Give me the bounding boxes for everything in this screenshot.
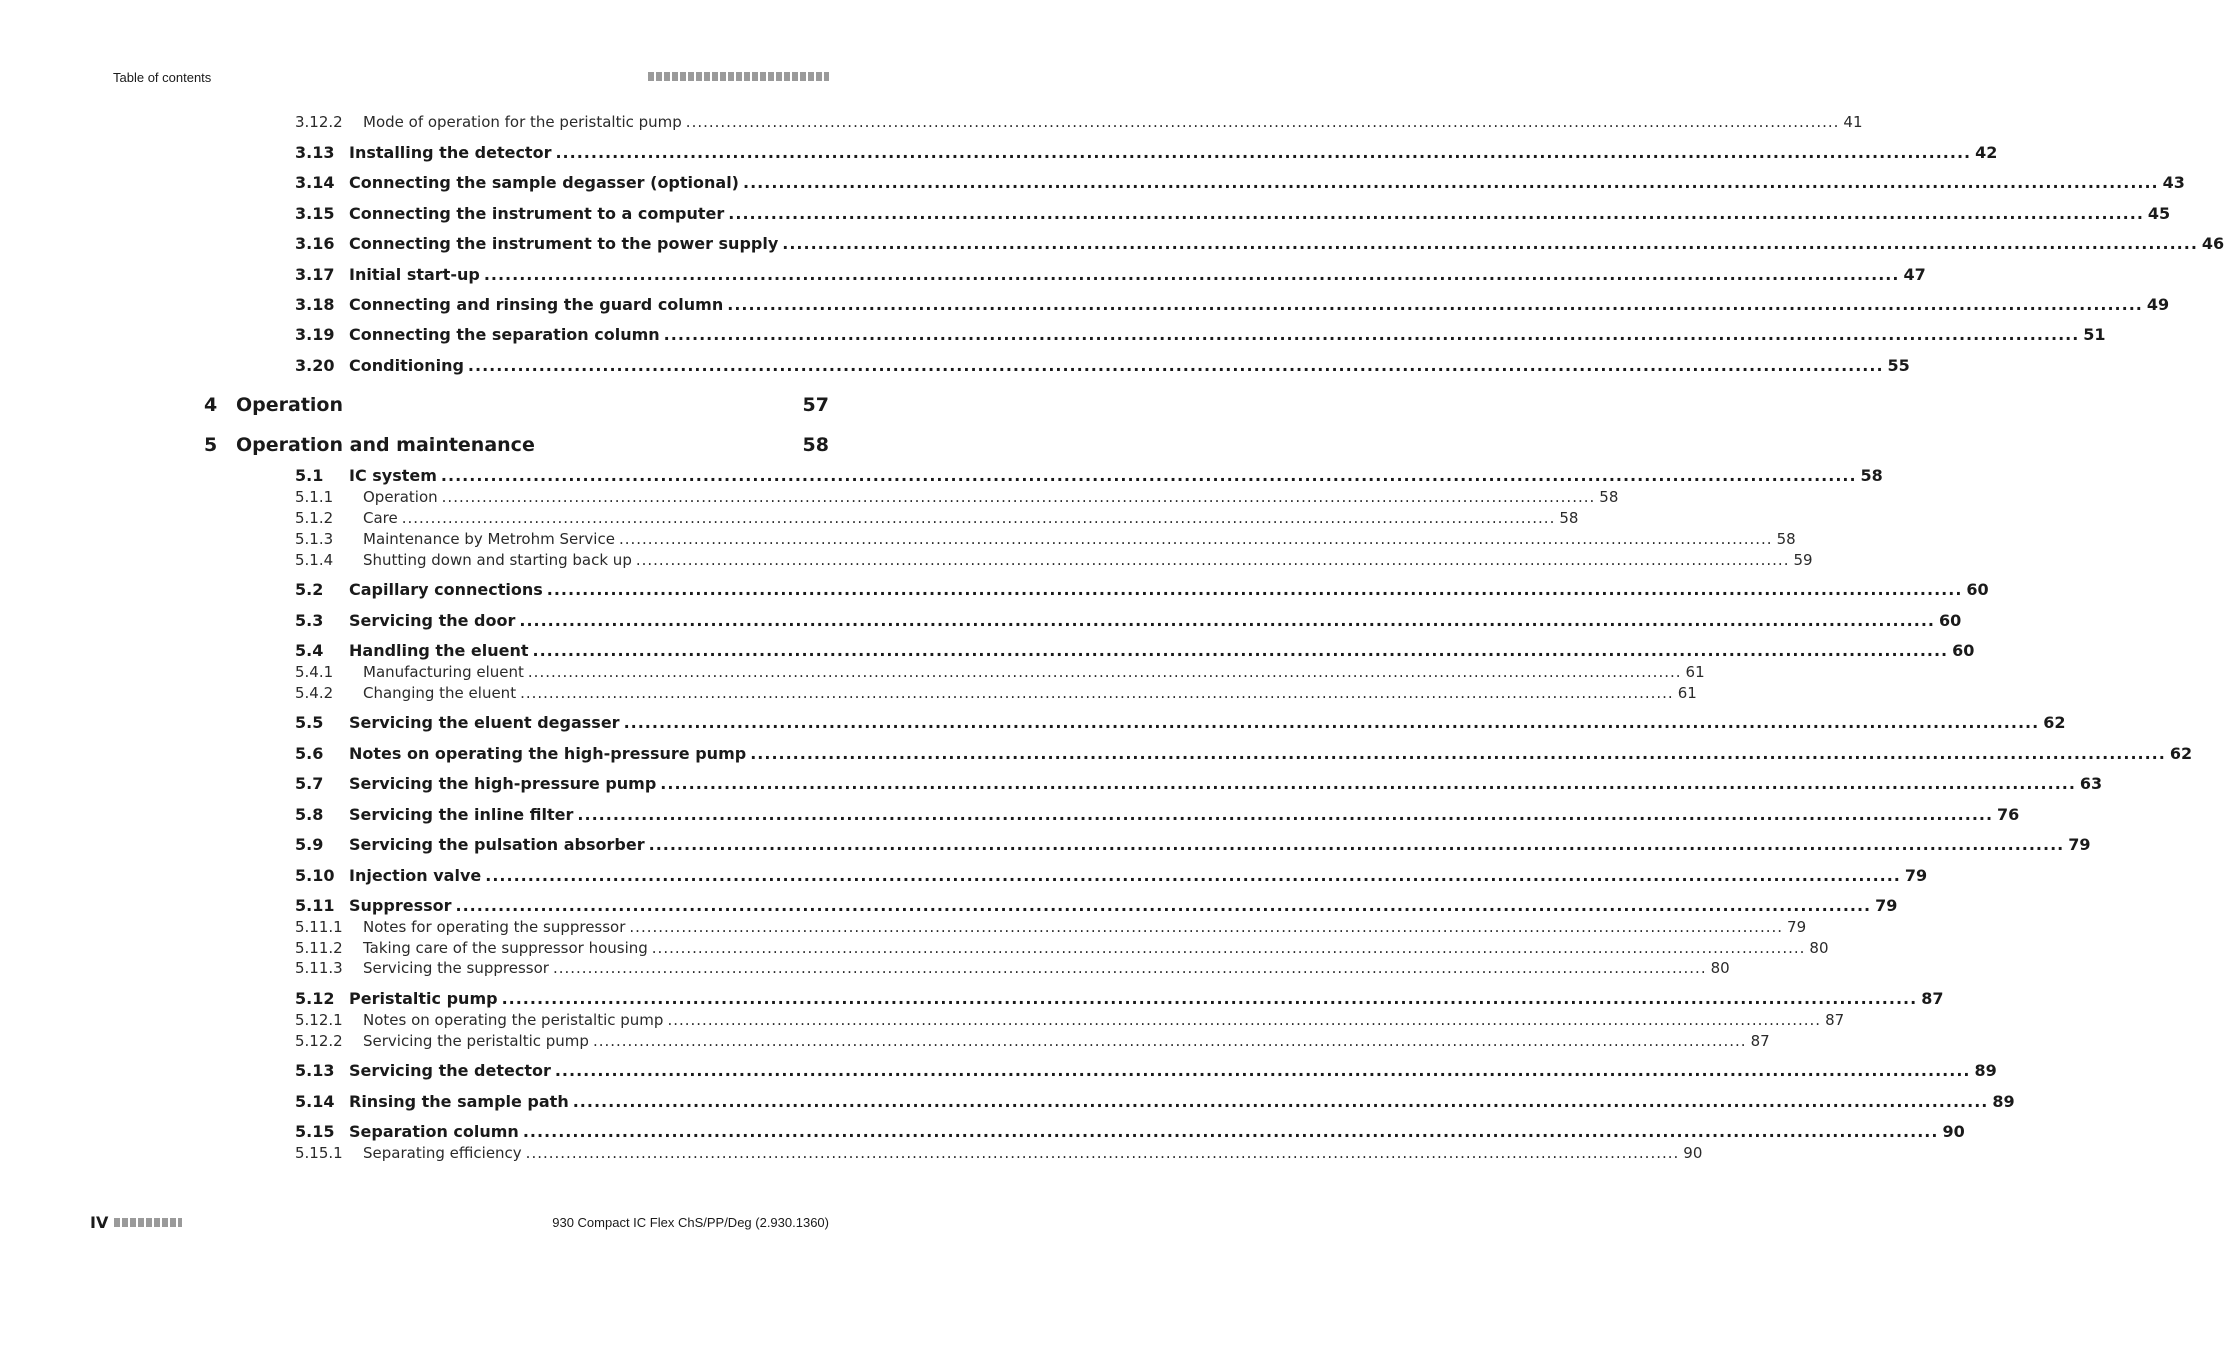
toc-dot-leader: ........................................................................................................................................................................................................ [660,774,2076,793]
toc-dot-leader: ........................................................................................................................................................................................................ [519,611,1935,630]
toc-entry-number: 3.15 [295,204,335,223]
toc-entry-5-1-2[interactable] [295,509,1579,527]
toc-entry-5-12-1[interactable] [295,1011,1845,1029]
toc-entry-page: 90 [1942,1122,1965,1141]
toc-entry-number: 5.11.3 [295,959,343,977]
toc-entry-title: Handling the eluent [349,641,529,660]
toc-entry-5-13[interactable] [295,1061,1997,1080]
toc-dot-leader: ........................................................................................................................................................................................................ [750,744,2166,763]
toc-entry-5-1[interactable] [295,466,1883,485]
toc-entry-5-8[interactable] [295,805,2020,824]
toc-dot-leader: ........................................................................................................................................................................................................ [555,143,1972,162]
toc-entry-title: Servicing the inline filter [349,805,574,824]
toc-entry-number: 3.18 [295,295,335,314]
toc-entry-5-7[interactable] [295,774,2103,793]
toc-entry-5-14[interactable] [295,1092,2015,1111]
toc-entry-page: 90 [1683,1144,1703,1162]
toc-dot-leader: ........................................................................................................................................................................................................ [685,113,1840,131]
toc-entry-title: Servicing the pulsation absorber [349,835,645,854]
toc-dot-leader: ........................................................................................................................................................................................................ [663,325,2080,344]
toc-entry-number: 5.1.1 [295,488,334,506]
toc-entry-page: 60 [1966,580,1989,599]
toc-entry-title: Servicing the detector [349,1061,551,1080]
running-header-title: Table of contents [113,70,212,85]
toc-entry-number: 5.1.2 [295,509,334,527]
toc-entry-page: 58 [1599,488,1619,506]
toc-entry-page: 49 [2146,295,2170,314]
toc-dot-leader: ........................................................................................................................................................................................................ [743,173,2159,192]
toc-entry-5-11-2[interactable] [295,939,1829,957]
toc-dot-leader: ........................................................................................................................................................................................................ [629,918,1784,936]
toc-entry-page: 42 [1975,143,1998,162]
toc-entry-number: 5.13 [295,1061,335,1080]
toc-entry-number: 3.19 [295,325,335,344]
toc-entry-3-16[interactable] [295,234,2224,253]
toc-entry-3-19[interactable] [295,325,2106,344]
toc-entry-page: 55 [1887,356,1910,375]
toc-entry-5-1-1[interactable] [295,488,1619,506]
toc-entry-5-9[interactable] [295,835,2091,854]
toc-entry-page: 41 [1843,113,1863,131]
toc-dot-leader: ........................................................................................................................................................................................................ [618,530,1773,548]
toc-entry-number: 5.11 [295,896,335,915]
toc-entry-page: 80 [1710,959,1730,977]
toc-entry-title: Conditioning [349,356,464,375]
toc-entry-page: 87 [1825,1011,1845,1029]
toc-entry-number: 5.1 [295,466,324,485]
toc-dot-leader: ........................................................................................................................................................................................................ [648,835,2065,854]
toc-entry-title: Peristaltic pump [349,989,498,1008]
toc-entry-page: 89 [1974,1061,1997,1080]
toc-dot-leader: ........................................................................................................................................................................................................ [522,1122,1939,1141]
toc-entry-title: Operation [363,488,438,506]
toc-entry-page: 62 [2169,744,2193,763]
toc-entry-3-20[interactable] [295,356,1910,375]
toc-entry-number: 5.10 [295,866,335,885]
toc-entry-number: 5.6 [295,744,324,763]
toc-entry-page: 59 [1793,551,1813,569]
toc-entry-page: 58 [802,434,829,456]
toc-entry-page: 89 [1992,1092,2015,1111]
toc-entry-number: 5.14 [295,1092,335,1111]
toc-entry-title: Operation [236,394,344,416]
toc-entry-page: 61 [1685,663,1705,681]
toc-entry-page: 62 [2043,713,2066,732]
toc-entry-page: 79 [1875,896,1898,915]
toc-entry-5-2[interactable] [295,580,1989,599]
toc-entry-title: Notes for operating the suppressor [363,918,626,936]
toc-entry-title: Taking care of the suppressor housing [363,939,648,957]
toc-dot-leader: ........................................................................................................................................................................................................ [401,509,1556,527]
toc-entry-title: Manufacturing eluent [363,663,524,681]
toc-entry-3-13[interactable] [295,143,1998,162]
toc-dot-leader: ........................................................................................................................................................................................................ [525,1144,1680,1162]
toc-dot-leader: ........................................................................................................................................................................................................ [552,959,1707,977]
toc-entry-number: 5 [204,434,218,456]
page-number: IV [90,1213,109,1232]
toc-entry-title: Servicing the suppressor [363,959,549,977]
toc-entry-page: 58 [1776,530,1796,548]
toc-entry-title: Connecting the separation column [349,325,660,344]
toc-entry-title: IC system [349,466,437,485]
toc-entry-title: Notes on operating the high-pressure pump [349,744,747,763]
toc-entry-page: 80 [1809,939,1829,957]
toc-entry-3-14[interactable] [295,173,2185,192]
toc-entry-number: 5.12 [295,989,335,1008]
toc-entry-title: Care [363,509,398,527]
toc-entry-title: Servicing the door [349,611,516,630]
toc-entry-title: Initial start-up [349,265,480,284]
toc-entry-page: 46 [2201,234,2224,253]
toc-entry-page: 60 [1952,641,1975,660]
document-title: 930 Compact IC Flex ChS/PP/Deg (2.930.1360) [552,1215,829,1230]
toc-entry-5-4-2[interactable] [295,684,1697,702]
toc-entry-number: 5.2 [295,580,324,599]
toc-entry-3-12-2[interactable] [295,113,1863,131]
toc-entry-5-4-1[interactable] [295,663,1705,681]
toc-entry-page: 79 [1787,918,1807,936]
toc-entry-5-15-1[interactable] [295,1144,1703,1162]
toc-entry-title: Separation column [349,1122,519,1141]
toc-entry-number: 5.15 [295,1122,335,1141]
toc-entry-title: Suppressor [349,896,452,915]
toc-entry-number: 5.1.3 [295,530,334,548]
toc-entry-page: 45 [2147,204,2171,223]
toc-dot-leader: ........................................................................................................................................................................................................ [483,265,1900,284]
toc-entry-number: 3.12.2 [295,113,343,131]
toc-entry-title: Notes on operating the peristaltic pump [363,1011,664,1029]
toc-entry-5-10[interactable] [295,866,1928,885]
toc-dot-leader: ........................................................................................................................................................................................................ [635,551,1790,569]
toc-entry-number: 5.4.1 [295,663,334,681]
toc-entry-title: Rinsing the sample path [349,1092,569,1111]
toc-entry-number: 5.11.2 [295,939,343,957]
toc-dot-leader: ........................................................................................................................................................................................................ [651,939,1806,957]
toc-dot-leader: ........................................................................................................................................................................................................ [527,663,1682,681]
toc-dot-leader: ........................................................................................................................................................................................................ [520,684,1674,702]
toc-entry-number: 5.5 [295,713,324,732]
toc-entry-number: 3.14 [295,173,335,192]
toc-entry-title: Maintenance by Metrohm Service [363,530,615,548]
toc-dot-leader: ........................................................................................................................................................................................................ [667,1011,1822,1029]
toc-entry-page: 57 [802,394,829,416]
toc-entry-3-15[interactable] [295,204,2171,223]
toc-entry-5-12-2[interactable] [295,1032,1770,1050]
toc-dot-leader: ........................................................................................................................................................................................................ [532,641,1949,660]
toc-entry-number: 5.4 [295,641,324,660]
toc-dot-leader: ........................................................................................................................................................................................................ [592,1032,1747,1050]
toc-entry-title: Mode of operation for the peristaltic pump [363,113,682,131]
toc-entry-5-11[interactable] [295,896,1898,915]
toc-entry-title: Connecting and rinsing the guard column [349,295,724,314]
toc-entry-3-18[interactable] [295,295,2170,314]
toc-entry-page: 63 [2079,774,2103,793]
toc-entry-5-1-3[interactable] [295,530,1796,548]
toc-dot-leader: ........................................................................................................................................................................................................ [546,580,1963,599]
toc-entry-5-11-3[interactable] [295,959,1730,977]
toc-dot-leader: ........................................................................................................................................................................................................ [577,805,1994,824]
toc-entry-number: 5.3 [295,611,324,630]
toc-entry-number: 5.4.2 [295,684,334,702]
toc-entry-number: 5.7 [295,774,324,793]
toc-dot-leader: ........................................................................................................................................................................................................ [554,1061,1971,1080]
toc-dot-leader: ........................................................................................................................................................................................................ [441,488,1596,506]
toc-entry-number: 3.13 [295,143,335,162]
toc-entry-3-17[interactable] [295,265,1926,284]
toc-entry-title: Changing the eluent [363,684,517,702]
toc-dot-leader: ........................................................................................................................................................................................................ [485,866,1901,885]
toc-entry-page: 58 [1860,466,1883,485]
toc-entry-page: 61 [1677,684,1697,702]
toc-entry-page: 79 [1904,866,1928,885]
toc-entry-title: Servicing the eluent degasser [349,713,620,732]
toc-dot-leader: ........................................................................................................................................................................................................ [501,989,1918,1008]
toc-entry-number: 5.9 [295,835,324,854]
toc-entry-number: 4 [204,394,218,416]
toc-entry-5-12[interactable] [295,989,1944,1008]
toc-entry-5-15[interactable] [295,1122,1965,1141]
toc-entry-number: 5.11.1 [295,918,343,936]
toc-entry-5-4[interactable] [295,641,1975,660]
toc-entry-5-11-1[interactable] [295,918,1807,936]
toc-dot-leader: ........................................................................................................................................................................................................ [572,1092,1989,1111]
toc-entry-title: Connecting the instrument to a computer [349,204,725,223]
toc-entry-title: Capillary connections [349,580,543,599]
toc-entry-5-6[interactable] [295,744,2193,763]
toc-dot-leader: ........................................................................................................................................................................................................ [623,713,2040,732]
toc-entry-number: 3.20 [295,356,335,375]
toc-entry-page: 79 [2068,835,2091,854]
toc-dot-leader: ........................................................................................................................................................................................................ [782,234,2198,253]
toc-entry-5-1-4[interactable] [295,551,1813,569]
toc-entry-title: Separating efficiency [363,1144,522,1162]
toc-entry-number: 5.15.1 [295,1144,343,1162]
toc-entry-title: Shutting down and starting back up [363,551,632,569]
toc-entry-5[interactable] [204,434,829,456]
toc-entry-page: 87 [1921,989,1944,1008]
toc-dot-leader: ........................................................................................................................................................................................................ [728,204,2144,223]
toc-entry-title: Connecting the sample degasser (optional) [349,173,739,192]
toc-entry-page: 87 [1750,1032,1770,1050]
toc-entry-page: 76 [1997,805,2020,824]
footer-dot-bar [114,1218,182,1227]
toc-entry-number: 3.16 [295,234,335,253]
toc-entry-5-5[interactable] [295,713,2066,732]
toc-entry-page: 60 [1938,611,1962,630]
toc-entry-title: Installing the detector [349,143,552,162]
toc-entry-4[interactable] [204,394,829,416]
toc-entry-title: Operation and maintenance [236,434,535,456]
toc-entry-number: 5.12.2 [295,1032,343,1050]
toc-dot-leader: ........................................................................................................................................................................................................ [467,356,1884,375]
toc-dot-leader: ........................................................................................................................................................................................................ [727,295,2143,314]
toc-entry-5-3[interactable] [295,611,1962,630]
toc-entry-page: 47 [1903,265,1926,284]
toc-entry-title: Connecting the instrument to the power supply [349,234,779,253]
toc-entry-title: Servicing the peristaltic pump [363,1032,589,1050]
toc-entry-number: 5.8 [295,805,324,824]
toc-dot-leader: ........................................................................................................................................................................................................ [455,896,1872,915]
toc-entry-page: 51 [2083,325,2106,344]
toc-entry-title: Injection valve [349,866,482,885]
toc-entry-page: 58 [1559,509,1579,527]
toc-entry-title: Servicing the high-pressure pump [349,774,657,793]
toc-entry-number: 5.12.1 [295,1011,343,1029]
toc-dot-leader: ........................................................................................................................................................................................................ [440,466,1857,485]
toc-entry-number: 3.17 [295,265,335,284]
toc-entry-page: 43 [2162,173,2185,192]
toc-entry-number: 5.1.4 [295,551,334,569]
